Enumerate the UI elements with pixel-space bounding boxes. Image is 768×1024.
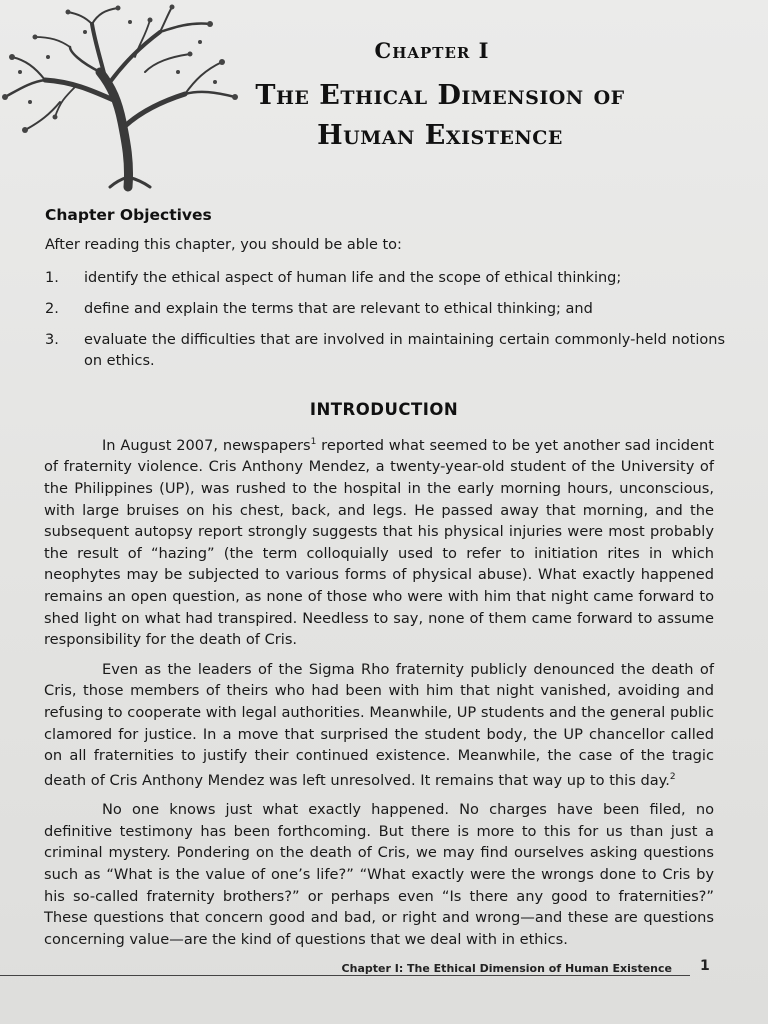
objective-text: evaluate the difficulties that are involved in maintaining certain commonly-held notions on ethics. xyxy=(84,332,725,369)
body-text xyxy=(44,432,714,958)
objective-text: identify the ethical aspect of human life and the scope of ethical thinking; xyxy=(84,270,622,286)
paragraph-2-text: Even as the leaders of the Sigma Rho fraternity publicly denounced the death of Cris, those members of theirs who had been with him that night vanished, avoiding and refusing to cooperate with legal authorities. Meanwhile, UP students and the general public clamored for justice. In a move that surprised the student body, the UP chancellor called on all fraternities to justify their continued existence. Meanwhile, the case of the tragic death of Cris Anthony Mendez was left unresolved. It remains that way up to this day. xyxy=(44,660,714,789)
objective-item xyxy=(45,299,725,320)
footer-rule xyxy=(0,975,690,976)
objective-number: 2. xyxy=(45,301,59,317)
objective-number: 3. xyxy=(45,332,59,348)
objective-item xyxy=(45,330,725,372)
paragraph-3: No one knows just what exactly happened. No charges have been filed, no definitive testimony has been forthcoming. But there is more to this for us than just a criminal mystery. Pondering on the death of Cris, we may find ourselves asking questions such as “What is the value of one’s life?” “What exactly were the wrongs done to Cris by his so-called fraternity brothers?” or perhaps even “Is there any good to fraternities?” These questions that concern good and bad, or right and wrong—and these are questions concerning value—are the kind of questions that we deal with in ethics. xyxy=(44,801,714,948)
paragraph-1-start: In August 2007, newspapers xyxy=(102,436,311,454)
objective-item xyxy=(45,268,725,289)
paragraph-2 xyxy=(44,659,714,791)
paragraph-1 xyxy=(44,432,714,651)
footnote-ref-2: 2 xyxy=(669,771,676,782)
chapter-title-line-2: Human Existence xyxy=(317,120,563,151)
section-heading: INTRODUCTION xyxy=(309,400,459,419)
chapter-title xyxy=(180,76,700,156)
objectives-list xyxy=(45,268,725,382)
running-footer: Chapter I: The Ethical Dimension of Human Existence xyxy=(341,962,672,975)
objective-text: define and explain the terms that are relevant to ethical thinking; and xyxy=(84,301,593,317)
objectives-intro: After reading this chapter, you should be able to: xyxy=(45,237,402,253)
chapter-title-line-1: The Ethical Dimension of xyxy=(255,80,625,111)
objective-number: 1. xyxy=(45,270,59,286)
chapter-label: Chapter I xyxy=(374,38,490,63)
page-number: 1 xyxy=(700,958,710,974)
footnote-ref-1: 1 xyxy=(310,437,317,447)
paragraph-1-rest: reported what seemed to be yet another sad incident of fraternity violence. Cris Anthony Mendez, a twenty-year-old student of the University of the Philippines (UP), was rushed to the hospital in the early morning hours, unconscious, with large bruises on his chest, back, and legs. He passed away that morning, and the subsequent autopsy report strongly suggests that his physical injuries were most probably the result of “hazing” (the term colloquially used to refer to initiation rites in which neophytes may be subjected to various forms of physical abuse). What exactly happened remains an open question, as none of those who were with him that night came forward to shed light on what had transpired. Needless to say, none of them came forward to assume responsibility for the death of Cris. xyxy=(44,436,715,649)
objectives-heading: Chapter Objectives xyxy=(45,206,212,224)
